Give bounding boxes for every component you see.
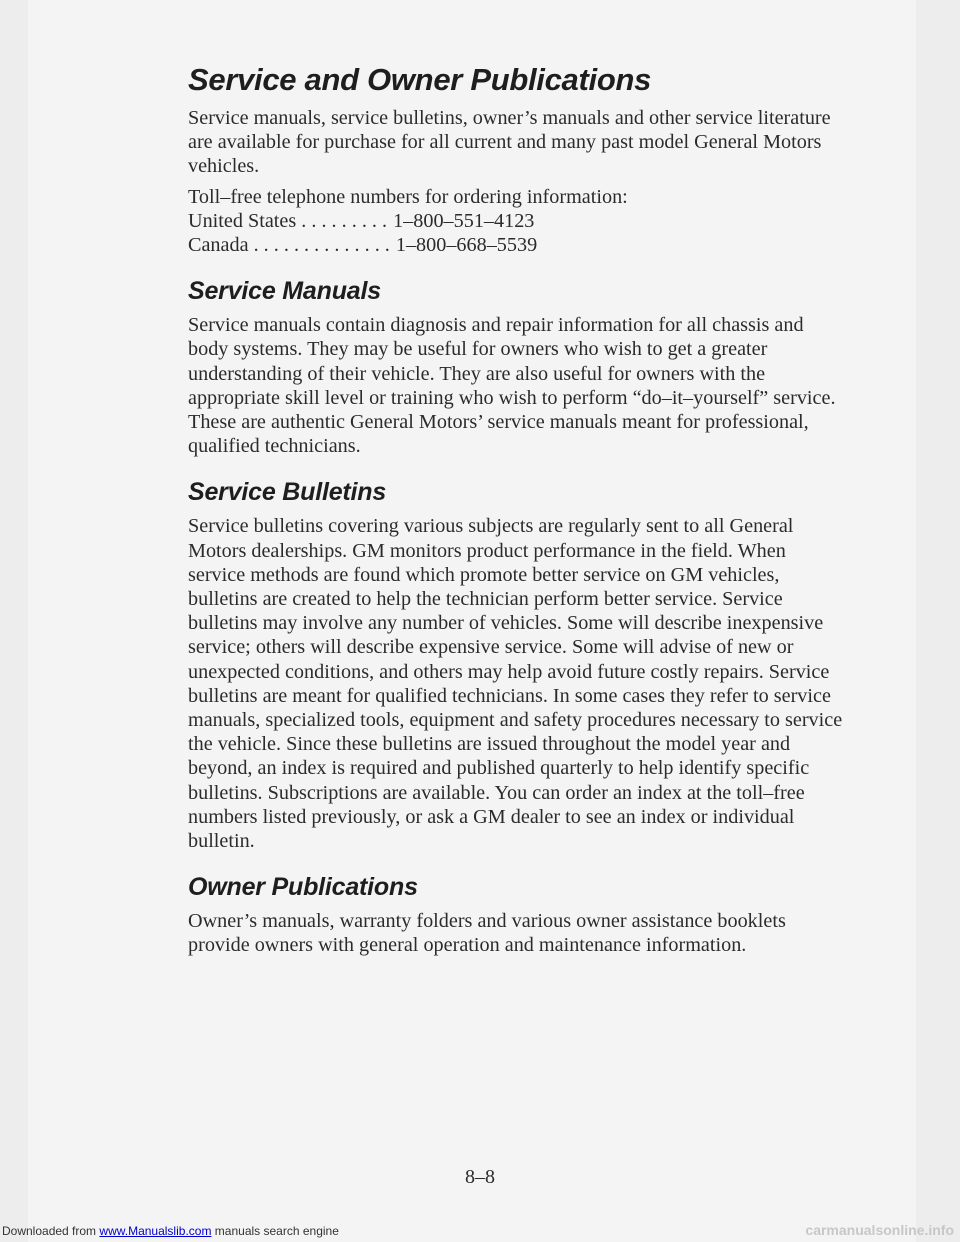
download-prefix: Downloaded from [2, 1224, 97, 1238]
page-title: Service and Owner Publications [188, 62, 652, 97]
download-notice [2, 1224, 339, 1238]
page-number: 8–8 [465, 1166, 495, 1188]
phone-heading: Toll–free telephone numbers for ordering information: [188, 185, 628, 208]
section-body-owner-publications: Owner’s manuals, warranty folders and various owner assistance booklets provide owners with general operation and maintenance information. [188, 910, 786, 957]
phone-label: Canada . . . . . . . . . . . . . . [188, 234, 390, 257]
section-heading-owner-publications: Owner Publications [188, 873, 418, 902]
section-body-service-bulletins: Service bulletins covering various subjects are regularly sent to all General Motors dealerships. GM monitors product performance in the field. When service methods are found which promote better service on GM vehicles, bulletins are created to help the technician perform better service. Service bulletins may involve any number of vehicles. Some will describe inexpensive service; others will describe expensive service. Some will advise of new or unexpected conditions, and others may help avoid future costly repairs. Service bulletins are meant for qualified technicians. In some cases they refer to service manuals, specialized tools, equipment and safety procedures necessary to service the vehicle. Since these bulletins are issued throughout the model year and beyond, an index is required and published quarterly to help identify specific bulletins. Subscriptions are available. You can order an index at the toll–free numbers listed previously, or ask a GM dealer to see an index or individual bulletin. [188, 515, 843, 853]
watermark-text: carmanualsonline.info [805, 1222, 954, 1238]
intro-paragraph: Service manuals, service bulletins, owner’s manuals and other service literature are available for purchase for all current and many past model General Motors vehicles. [188, 107, 831, 178]
phone-row-us [188, 209, 848, 233]
footer-bar [0, 1222, 960, 1242]
page-content [188, 62, 848, 962]
phone-number: 1–800–551–4123 [393, 209, 535, 232]
phone-row-canada [188, 233, 848, 257]
download-suffix: manuals search engine [214, 1224, 339, 1238]
section-body-service-manuals: Service manuals contain diagnosis and repair information for all chassis and body systems. They may be useful for owners who wish to get a greater understanding of their vehicle. They are also useful for owners with the appropriate skill level or training who wish to perform “do–it–yourself” service. These are authentic General Motors’ service manuals meant for professional, qualified technicians. [188, 314, 836, 458]
phone-label: United States . . . . . . . . . [188, 209, 388, 232]
section-heading-service-bulletins: Service Bulletins [188, 478, 387, 507]
manual-page [28, 0, 916, 1242]
section-heading-service-manuals: Service Manuals [188, 277, 381, 306]
manualslib-link[interactable]: www.Manualslib.com [99, 1224, 212, 1238]
phone-number: 1–800–668–5539 [395, 234, 538, 257]
